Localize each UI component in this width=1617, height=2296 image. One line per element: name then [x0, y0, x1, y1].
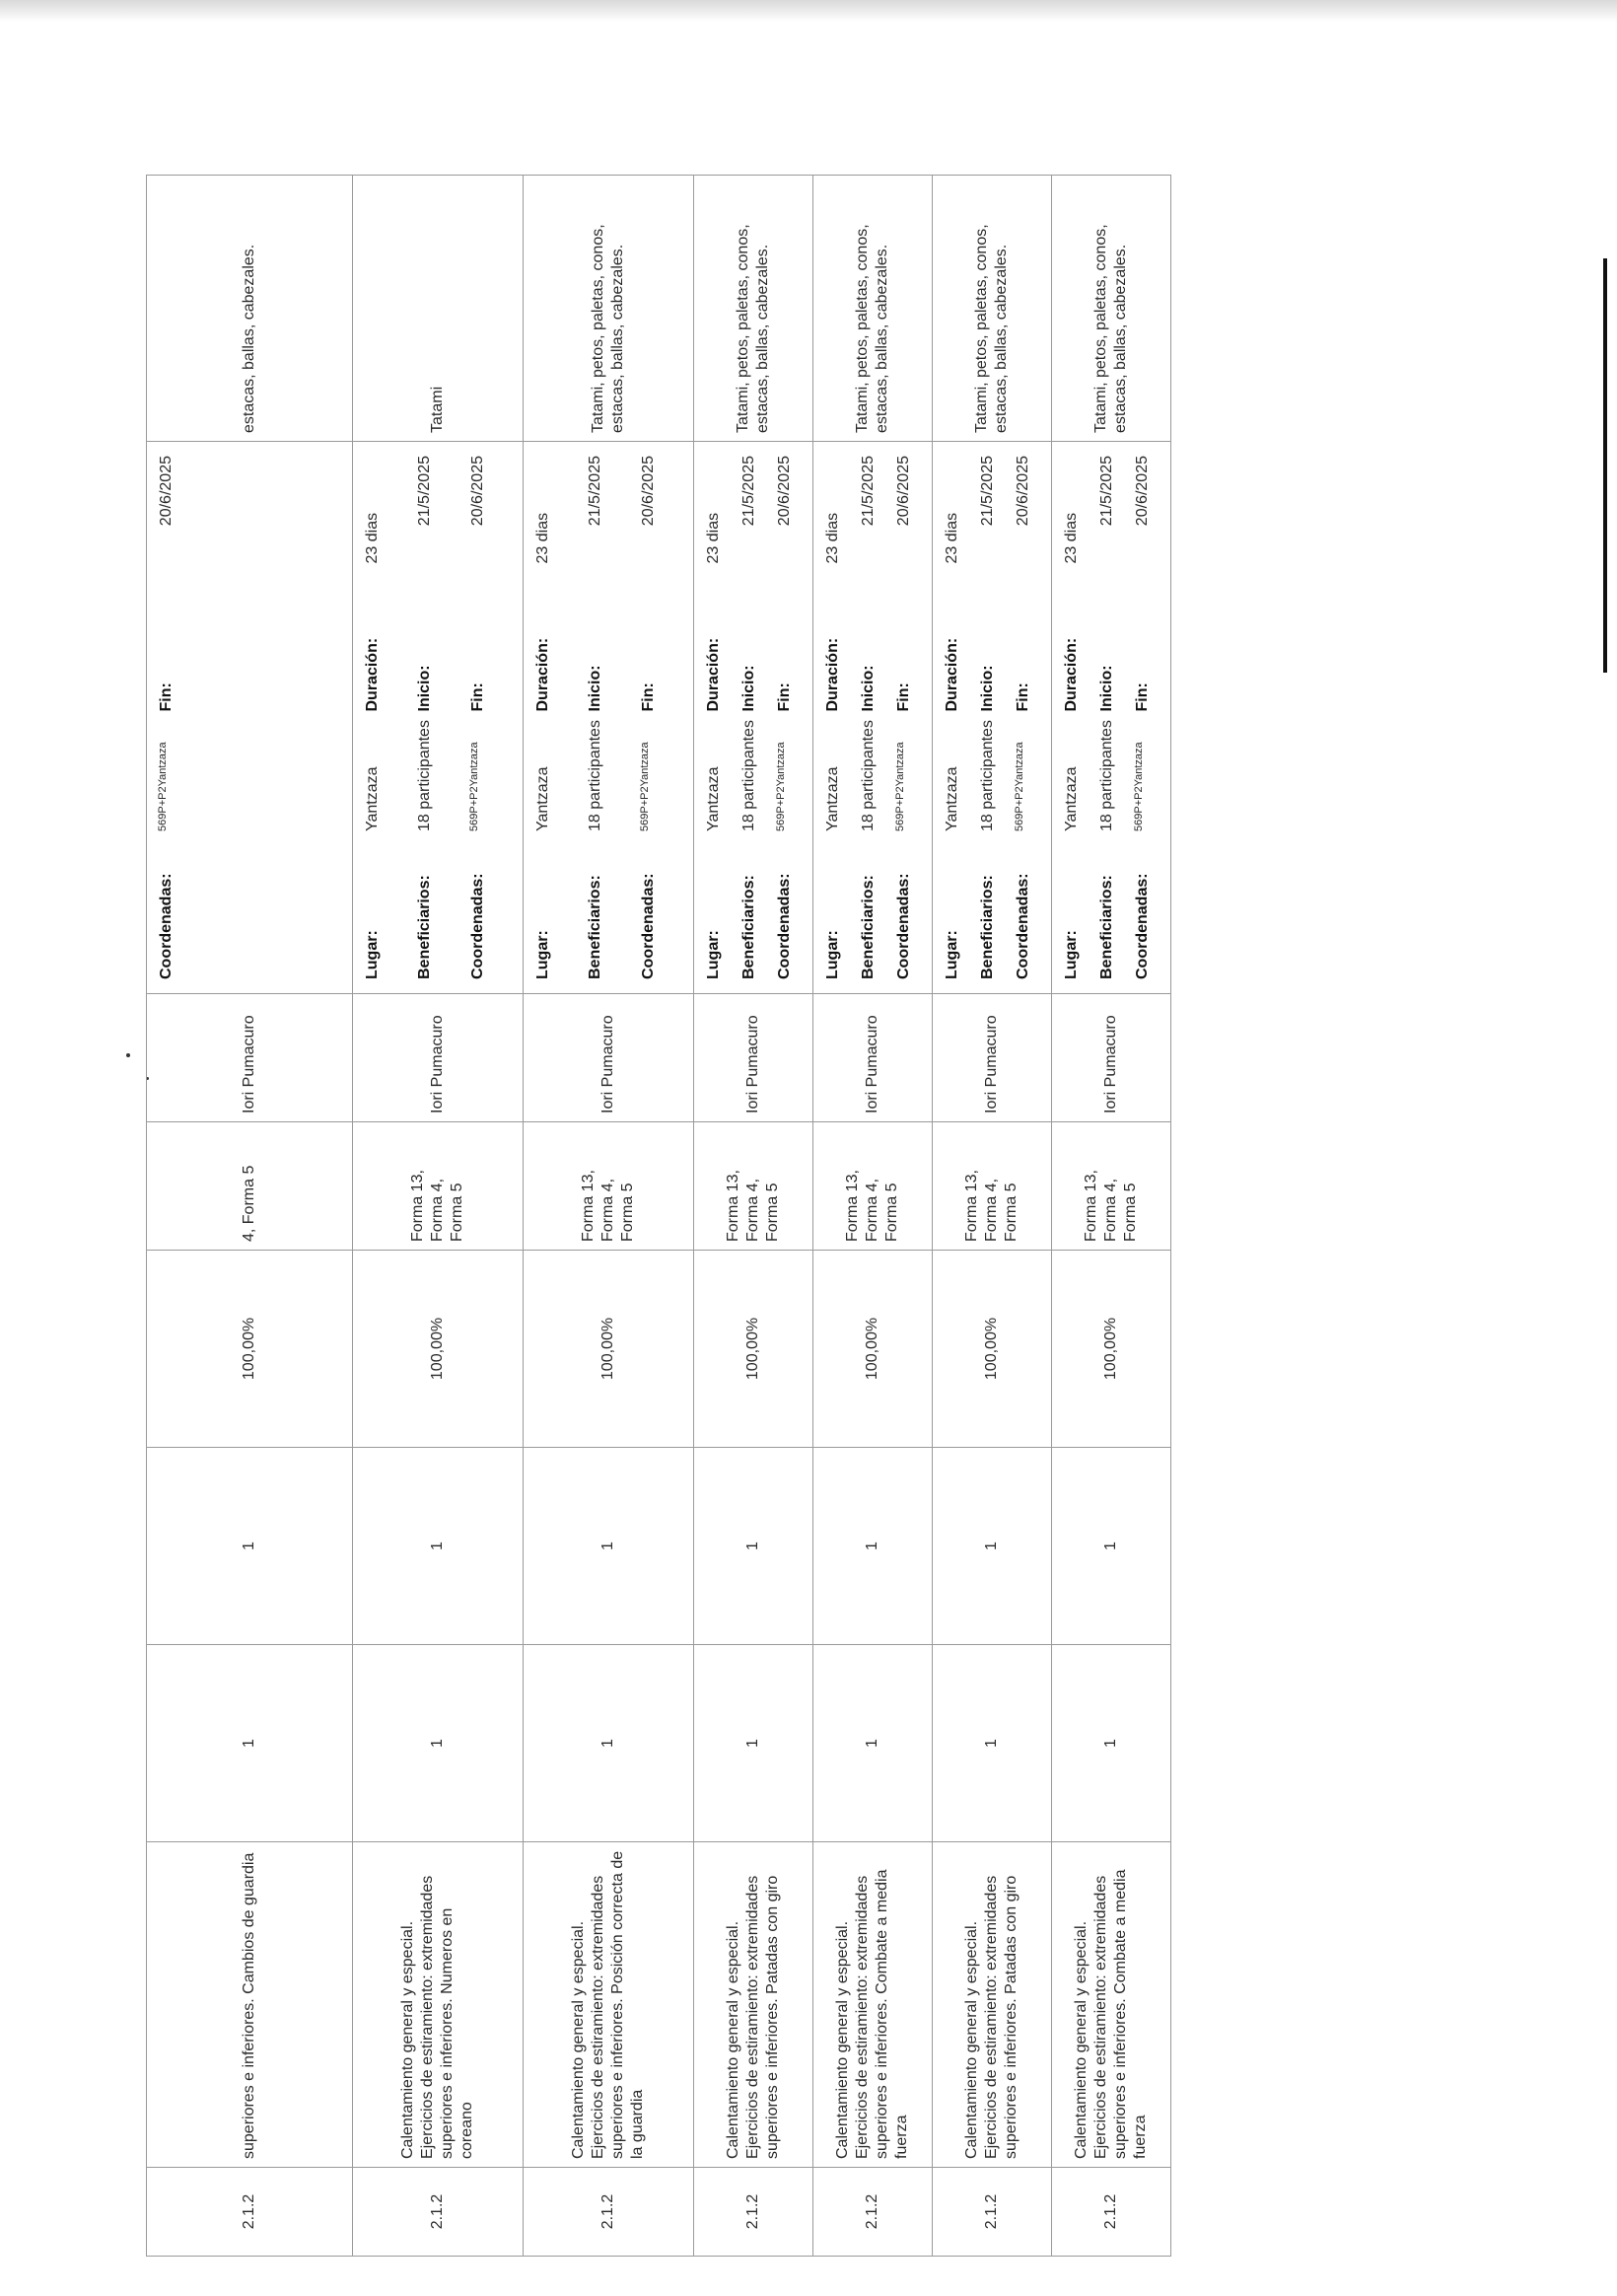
- end-value: 20/6/2025: [895, 456, 912, 527]
- executed-count: 1: [147, 1448, 353, 1645]
- activity-code: 2.1.2: [353, 2168, 524, 2257]
- start-value: 21/5/2025: [416, 456, 434, 527]
- activity-code: 2.1.2: [694, 2168, 813, 2257]
- responsible-person: Iori Pumacuro: [524, 994, 694, 1122]
- table-row: [813, 176, 933, 2257]
- duration-label: Duración:: [944, 637, 960, 712]
- table-row: [524, 176, 694, 2257]
- beneficiaries-label: Beneficiarios:: [860, 875, 877, 979]
- table-body: [147, 176, 1171, 2257]
- responsible-person: Iori Pumacuro: [933, 994, 1052, 1122]
- beneficiaries-value: 18 participantes: [1098, 720, 1115, 831]
- materials-list: Tatami, petos, paletas, conos, estacas, ballas, cabezales.: [813, 176, 933, 442]
- activity-code: 2.1.2: [147, 2168, 353, 2257]
- coordinates-value: 569P+P2Yantzaza: [894, 742, 906, 831]
- beneficiaries-value: 18 participantes: [860, 720, 877, 831]
- duration-label: Duración:: [534, 637, 551, 712]
- place-value: Yantzaza: [534, 766, 551, 831]
- duration-label: Duración:: [364, 637, 381, 712]
- forms-list: Forma 13, Forma 4, Forma 5: [524, 1122, 694, 1251]
- responsible-person: Iori Pumacuro: [353, 994, 524, 1122]
- completion-percent: 100,00%: [694, 1251, 813, 1448]
- end-value: 20/6/2025: [468, 456, 486, 527]
- planned-count: 1: [694, 1645, 813, 1842]
- forms-list: Forma 13, Forma 4, Forma 5: [933, 1122, 1052, 1251]
- completion-percent: 100,00%: [353, 1251, 524, 1448]
- materials-list: Tatami, petos, paletas, conos, estacas, ballas, cabezales.: [524, 176, 694, 442]
- start-label: Inicio:: [416, 665, 434, 712]
- details-grid: [700, 450, 807, 985]
- executed-count: 1: [353, 1448, 524, 1645]
- end-label: Fin:: [639, 682, 657, 712]
- beneficiaries-value: 18 participantes: [587, 720, 604, 831]
- duration-label: Duración:: [1063, 637, 1080, 712]
- activity-description: Calentamiento general y especial. Ejercicios de estiramiento: extremidades superiores e inferiores. Patadas con giro: [933, 1842, 1052, 2168]
- duration-value: 23 dias: [364, 512, 381, 564]
- start-value: 21/5/2025: [740, 456, 757, 527]
- activity-code: 2.1.2: [813, 2168, 933, 2257]
- place-value: Yantzaza: [364, 766, 381, 831]
- end-label: Fin:: [1015, 682, 1031, 712]
- end-label: Fin:: [468, 682, 486, 712]
- activity-description: superiores e inferiores. Cambios de guardia: [147, 1842, 353, 2168]
- coordinates-label: Coordenadas:: [639, 873, 657, 979]
- end-value: 20/6/2025: [776, 456, 793, 527]
- coordinates-label: Coordenadas:: [1134, 873, 1151, 979]
- place-value: Yantzaza: [1063, 766, 1080, 831]
- place-value: Yantzaza: [944, 766, 960, 831]
- completion-percent: 100,00%: [524, 1251, 694, 1448]
- details-grid: [939, 450, 1045, 985]
- duration-value: 23 dias: [534, 512, 551, 564]
- end-label: Fin:: [895, 682, 912, 712]
- forms-list: Forma 13, Forma 4, Forma 5: [1052, 1122, 1171, 1251]
- duration-label: Duración:: [705, 637, 722, 712]
- executed-count: 1: [813, 1448, 933, 1645]
- activity-details: [147, 442, 353, 994]
- materials-list: Tatami: [353, 176, 524, 442]
- forms-list: Forma 13, Forma 4, Forma 5: [694, 1122, 813, 1251]
- executed-count: 1: [694, 1448, 813, 1645]
- activity-description: Calentamiento general y especial. Ejercicios de estiramiento: extremidades superiores e inferiores. Numeros en coreano: [353, 1842, 524, 2168]
- materials-list: estacas, ballas, cabezales.: [147, 176, 353, 442]
- place-label: Lugar:: [944, 930, 960, 979]
- coordinates-label: Coordenadas:: [468, 873, 486, 979]
- start-value: 21/5/2025: [1098, 456, 1115, 527]
- start-label: Inicio:: [740, 665, 757, 712]
- responsible-person: Iori Pumacuro: [147, 994, 353, 1122]
- duration-label: Duración:: [824, 637, 841, 712]
- end-value: 20/6/2025: [1015, 456, 1031, 527]
- materials-list: Tatami, petos, paletas, conos, estacas, ballas, cabezales.: [1052, 176, 1171, 442]
- coordinates-label: Coordenadas:: [158, 873, 175, 979]
- planned-count: 1: [933, 1645, 1052, 1842]
- coordinates-value: 569P+P2Yantzaza: [775, 742, 787, 831]
- start-label: Inicio:: [979, 665, 996, 712]
- planned-count: 1: [813, 1645, 933, 1842]
- start-value: 21/5/2025: [979, 456, 996, 527]
- executed-count: 1: [933, 1448, 1052, 1645]
- activity-code: 2.1.2: [524, 2168, 694, 2257]
- coordinates-value: 569P+P2Yantzaza: [467, 742, 480, 831]
- activity-description: Calentamiento general y especial. Ejercicios de estiramiento: extremidades superiores e inferiores. Combate a media fuerza: [813, 1842, 933, 2168]
- beneficiaries-label: Beneficiarios:: [979, 875, 996, 979]
- responsible-person: Iori Pumacuro: [813, 994, 933, 1122]
- activity-details: [813, 442, 933, 994]
- completion-percent: 100,00%: [813, 1251, 933, 1448]
- coordinates-label: Coordenadas:: [1015, 873, 1031, 979]
- activity-code: 2.1.2: [1052, 2168, 1171, 2257]
- beneficiaries-value: 18 participantes: [740, 720, 757, 831]
- duration-value: 23 dias: [824, 512, 841, 564]
- activity-details: [353, 442, 524, 994]
- place-label: Lugar:: [534, 930, 551, 979]
- start-value: 21/5/2025: [860, 456, 877, 527]
- activity-description: Calentamiento general y especial. Ejercicios de estiramiento: extremidades superiores e inferiores. Patadas con giro: [694, 1842, 813, 2168]
- end-value: 20/6/2025: [158, 456, 175, 527]
- activity-details: [1052, 442, 1171, 994]
- planned-count: 1: [353, 1645, 524, 1842]
- details-grid: [1058, 450, 1164, 985]
- coordinates-value: 569P+P2Yantzaza: [1014, 742, 1025, 831]
- responsible-person: Iori Pumacuro: [694, 994, 813, 1122]
- activity-description: Calentamiento general y especial. Ejercicios de estiramiento: extremidades superiores e inferiores. Combate a media fuerza: [1052, 1842, 1171, 2168]
- beneficiaries-value: 18 participantes: [979, 720, 996, 831]
- end-value: 20/6/2025: [639, 456, 657, 527]
- end-value: 20/6/2025: [1134, 456, 1151, 527]
- place-value: Yantzaza: [705, 766, 722, 831]
- place-label: Lugar:: [364, 930, 381, 979]
- executed-count: 1: [1052, 1448, 1171, 1645]
- beneficiaries-label: Beneficiarios:: [1098, 875, 1115, 979]
- duration-value: 23 dias: [944, 512, 960, 564]
- start-label: Inicio:: [860, 665, 877, 712]
- place-value: Yantzaza: [824, 766, 841, 831]
- completion-percent: 100,00%: [1052, 1251, 1171, 1448]
- end-label: Fin:: [776, 682, 793, 712]
- table-row: [147, 176, 353, 2257]
- coordinates-value: 569P+P2Yantzaza: [157, 742, 169, 831]
- end-label: Fin:: [158, 682, 175, 712]
- beneficiaries-label: Beneficiarios:: [740, 875, 757, 979]
- duration-value: 23 dias: [705, 512, 722, 564]
- table-row: [1052, 176, 1171, 2257]
- start-label: Inicio:: [1098, 665, 1115, 712]
- completion-percent: 100,00%: [933, 1251, 1052, 1448]
- details-grid: [819, 450, 926, 985]
- activity-details: [694, 442, 813, 994]
- table-row: [933, 176, 1052, 2257]
- forms-list: Forma 13, Forma 4, Forma 5: [813, 1122, 933, 1251]
- beneficiaries-label: Beneficiarios:: [587, 875, 604, 979]
- activity-code: 2.1.2: [933, 2168, 1052, 2257]
- details-grid: [153, 450, 346, 985]
- activity-details: [524, 442, 694, 994]
- place-label: Lugar:: [705, 930, 722, 979]
- forms-list: Forma 13, Forma 4, Forma 5: [353, 1122, 524, 1251]
- table-row: [694, 176, 813, 2257]
- materials-list: Tatami, petos, paletas, conos, estacas, ballas, cabezales.: [694, 176, 813, 442]
- coordinates-value: 569P+P2Yantzaza: [1133, 742, 1145, 831]
- planned-count: 1: [524, 1645, 694, 1842]
- beneficiaries-value: 18 participantes: [416, 720, 434, 831]
- coordinates-label: Coordenadas:: [895, 873, 912, 979]
- forms-list: 4, Forma 5: [147, 1122, 353, 1251]
- responsible-person: Iori Pumacuro: [1052, 994, 1171, 1122]
- completion-percent: 100,00%: [147, 1251, 353, 1448]
- details-grid: [359, 450, 517, 985]
- activity-details: [933, 442, 1052, 994]
- planned-count: 1: [1052, 1645, 1171, 1842]
- coordinates-label: Coordenadas:: [776, 873, 793, 979]
- start-value: 21/5/2025: [587, 456, 604, 527]
- details-grid: [529, 450, 687, 985]
- executed-count: 1: [524, 1448, 694, 1645]
- planned-count: 1: [147, 1645, 353, 1842]
- activity-description: Calentamiento general y especial. Ejercicios de estiramiento: extremidades superiores e inferiores. Posición correcta de la guardia: [524, 1842, 694, 2168]
- beneficiaries-label: Beneficiarios:: [416, 875, 434, 979]
- end-label: Fin:: [1134, 682, 1151, 712]
- coordinates-value: 569P+P2Yantzaza: [638, 742, 651, 831]
- activities-table: [146, 175, 1171, 2257]
- place-label: Lugar:: [824, 930, 841, 979]
- place-label: Lugar:: [1063, 930, 1080, 979]
- duration-value: 23 dias: [1063, 512, 1080, 564]
- materials-list: Tatami, petos, paletas, conos, estacas, ballas, cabezales.: [933, 176, 1052, 442]
- start-label: Inicio:: [587, 665, 604, 712]
- table-row: [353, 176, 524, 2257]
